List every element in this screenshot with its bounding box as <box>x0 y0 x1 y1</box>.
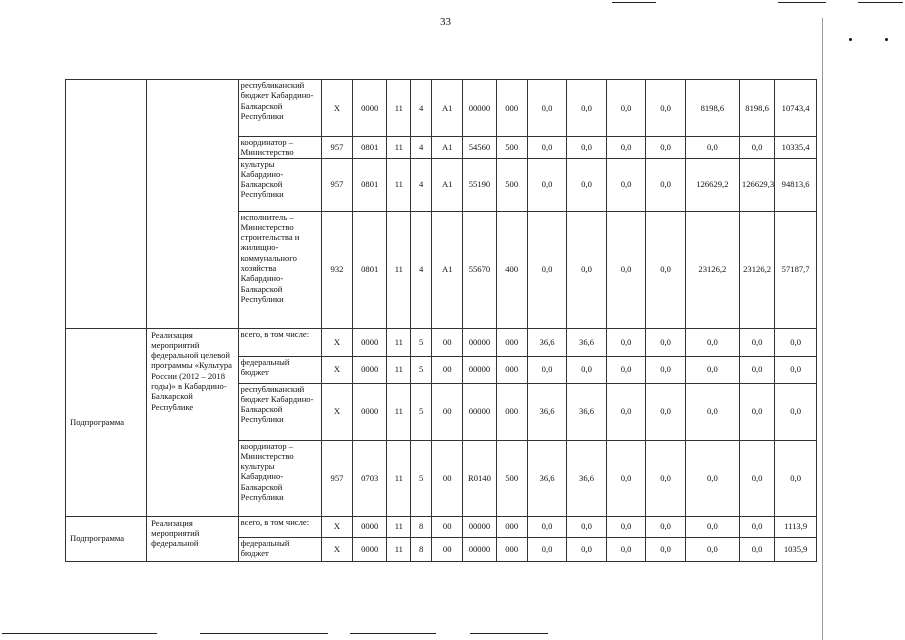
bottom-edge-line-1 <box>2 633 157 634</box>
cell: 4 <box>411 137 432 159</box>
cell: 4 <box>411 80 432 137</box>
cell: 36,6 <box>567 440 607 516</box>
cell: 0,0 <box>739 537 774 561</box>
cell: 0,0 <box>606 137 646 159</box>
cell: 0,0 <box>739 356 774 383</box>
table-row <box>66 328 817 356</box>
bottom-edge-line-2 <box>200 633 328 634</box>
cell: 000 <box>496 80 527 137</box>
cell: 00000 <box>463 383 496 440</box>
cell: 94813,6 <box>775 158 817 211</box>
cell: 00000 <box>463 80 496 137</box>
cell: 54560 <box>463 137 496 159</box>
cell: 000 <box>496 356 527 383</box>
cell: A1 <box>432 137 463 159</box>
cell: 11 <box>387 158 411 211</box>
cell: 00 <box>432 356 463 383</box>
cell: 4 <box>411 158 432 211</box>
cell: 0,0 <box>527 80 567 137</box>
cell: 126629,2 <box>685 158 739 211</box>
row-desc: координатор – Министерство культуры Кабардино-Балкарской Республики <box>238 440 321 516</box>
cell: 36,6 <box>527 328 567 356</box>
group-name: Реализация мероприятий федеральной <box>147 516 239 561</box>
group-name: Реализация мероприятий федеральной целевой программы «Культура России (2012 – 2018 годы)» в Кабардино-Балкарской Республике <box>147 328 239 516</box>
cell: X <box>321 383 352 440</box>
cell: A1 <box>432 158 463 211</box>
cell: 957 <box>321 137 352 159</box>
cell: 0,0 <box>775 440 817 516</box>
cell: 0,0 <box>685 440 739 516</box>
cell: 0801 <box>353 211 387 328</box>
cell: 11 <box>387 440 411 516</box>
cell: 0,0 <box>606 356 646 383</box>
group-type: Подпрограмма <box>66 516 147 561</box>
cell: 400 <box>496 211 527 328</box>
right-margin-line <box>822 18 823 640</box>
cell: 126629,3 <box>739 158 774 211</box>
cell: 0,0 <box>527 158 567 211</box>
row-desc: всего, в том числе: <box>238 328 321 356</box>
cell: 932 <box>321 211 352 328</box>
cell: 10743,4 <box>775 80 817 137</box>
cell: 0,0 <box>739 516 774 537</box>
cell: 11 <box>387 356 411 383</box>
cell: 5 <box>411 383 432 440</box>
cell: 0,0 <box>646 158 686 211</box>
cell: 10335,4 <box>775 137 817 159</box>
cell: 0,0 <box>527 537 567 561</box>
cell: 500 <box>496 440 527 516</box>
table-row <box>66 516 817 537</box>
cell: 0,0 <box>527 356 567 383</box>
cell: X <box>321 516 352 537</box>
row-desc: федеральный бюджет <box>238 356 321 383</box>
cell: 500 <box>496 158 527 211</box>
cell: 1035,9 <box>775 537 817 561</box>
cell: 0,0 <box>606 158 646 211</box>
cell: 500 <box>496 137 527 159</box>
cell: 00 <box>432 537 463 561</box>
cell: 0,0 <box>685 537 739 561</box>
cell: 000 <box>496 328 527 356</box>
cell: 0,0 <box>567 137 607 159</box>
cell: 957 <box>321 158 352 211</box>
cell: 000 <box>496 537 527 561</box>
cell: 36,6 <box>527 440 567 516</box>
cell: 11 <box>387 80 411 137</box>
cell: 0,0 <box>567 537 607 561</box>
cell: 0000 <box>353 537 387 561</box>
cell: 0,0 <box>685 383 739 440</box>
cell: 0,0 <box>646 356 686 383</box>
cell: 11 <box>387 328 411 356</box>
cell: A1 <box>432 80 463 137</box>
cell: 55190 <box>463 158 496 211</box>
cell: 00 <box>432 516 463 537</box>
page-number: 33 <box>440 16 451 28</box>
cell: 0,0 <box>646 537 686 561</box>
top-edge-line-1 <box>612 2 656 3</box>
group-name-cell-empty <box>147 80 239 329</box>
cell: X <box>321 537 352 561</box>
cell: 5 <box>411 440 432 516</box>
cell: 0000 <box>353 356 387 383</box>
cell: 0,0 <box>775 356 817 383</box>
cell: R0140 <box>463 440 496 516</box>
cell: 0,0 <box>646 440 686 516</box>
row-desc: координатор – Министерство <box>238 137 321 159</box>
cell: 1113,9 <box>775 516 817 537</box>
cell: 0703 <box>353 440 387 516</box>
cell: 11 <box>387 383 411 440</box>
cell: 0,0 <box>739 440 774 516</box>
cell: 0,0 <box>567 80 607 137</box>
cell: 0,0 <box>646 80 686 137</box>
row-desc: федеральный бюджет <box>238 537 321 561</box>
cell: 0,0 <box>739 328 774 356</box>
cell: 0000 <box>353 383 387 440</box>
cell: 0,0 <box>685 328 739 356</box>
cell: 0000 <box>353 328 387 356</box>
cell: 0,0 <box>646 211 686 328</box>
cell: 0,0 <box>685 356 739 383</box>
cell: 00000 <box>463 356 496 383</box>
top-edge-line-3 <box>858 2 903 3</box>
cell: 0801 <box>353 158 387 211</box>
cell: 0,0 <box>567 356 607 383</box>
cell: 000 <box>496 383 527 440</box>
budget-table <box>65 79 817 562</box>
bottom-edge-line-4 <box>470 633 548 634</box>
cell: 0,0 <box>739 383 774 440</box>
cell: 0,0 <box>606 537 646 561</box>
cell: 0,0 <box>606 328 646 356</box>
cell: 0,0 <box>775 383 817 440</box>
cell: 0,0 <box>646 328 686 356</box>
cell: 5 <box>411 356 432 383</box>
cell: 0,0 <box>606 211 646 328</box>
cell: 55670 <box>463 211 496 328</box>
row-desc: республиканский бюджет Кабардино-Балкарской Республики <box>238 80 321 137</box>
cell: 8198,6 <box>685 80 739 137</box>
group-type: Подпрограмма <box>66 328 147 516</box>
row-desc: культуры Кабардино-Балкарской Республики <box>238 158 321 211</box>
table-row <box>66 80 817 137</box>
cell: 0000 <box>353 516 387 537</box>
bottom-edge-line-3 <box>350 633 436 634</box>
cell: 36,6 <box>527 383 567 440</box>
cell: X <box>321 328 352 356</box>
cell: 0,0 <box>685 137 739 159</box>
cell: 11 <box>387 137 411 159</box>
cell: 000 <box>496 516 527 537</box>
cell: 0,0 <box>606 516 646 537</box>
group-type-cell-empty <box>66 80 147 329</box>
cell: 23126,2 <box>685 211 739 328</box>
cell: 0,0 <box>646 137 686 159</box>
row-desc: республиканский бюджет Кабардино-Балкарской Республики <box>238 383 321 440</box>
cell: 00 <box>432 383 463 440</box>
cell: 11 <box>387 516 411 537</box>
cell: 0801 <box>353 137 387 159</box>
cell: 00 <box>432 328 463 356</box>
cell: 0,0 <box>527 137 567 159</box>
cell: 0000 <box>353 80 387 137</box>
cell: 0,0 <box>606 440 646 516</box>
cell: X <box>321 356 352 383</box>
cell: 957 <box>321 440 352 516</box>
cell: 8198,6 <box>739 80 774 137</box>
cell: 0,0 <box>646 516 686 537</box>
cell: 0,0 <box>646 383 686 440</box>
cell: 0,0 <box>606 383 646 440</box>
cell: 00 <box>432 440 463 516</box>
cell: A1 <box>432 211 463 328</box>
cell: 00000 <box>463 537 496 561</box>
cell: 0,0 <box>567 158 607 211</box>
cell: 0,0 <box>739 137 774 159</box>
cell: 11 <box>387 537 411 561</box>
cell: 5 <box>411 328 432 356</box>
margin-dot <box>885 38 888 41</box>
margin-dot <box>849 38 852 41</box>
top-edge-line-2 <box>778 2 826 3</box>
cell: 57187,7 <box>775 211 817 328</box>
row-desc: исполнитель – Министерство строительства и жилищно-коммунального хозяйства Кабардино-Балкарской Республики <box>238 211 321 328</box>
cell: X <box>321 80 352 137</box>
cell: 8 <box>411 516 432 537</box>
cell: 0,0 <box>606 80 646 137</box>
cell: 36,6 <box>567 328 607 356</box>
cell: 36,6 <box>567 383 607 440</box>
cell: 00000 <box>463 516 496 537</box>
cell: 0,0 <box>775 328 817 356</box>
row-desc: всего, в том числе: <box>238 516 321 537</box>
cell: 0,0 <box>567 211 607 328</box>
cell: 00000 <box>463 328 496 356</box>
cell: 0,0 <box>527 516 567 537</box>
cell: 0,0 <box>685 516 739 537</box>
cell: 23126,2 <box>739 211 774 328</box>
cell: 8 <box>411 537 432 561</box>
cell: 4 <box>411 211 432 328</box>
cell: 0,0 <box>567 516 607 537</box>
cell: 11 <box>387 211 411 328</box>
cell: 0,0 <box>527 211 567 328</box>
